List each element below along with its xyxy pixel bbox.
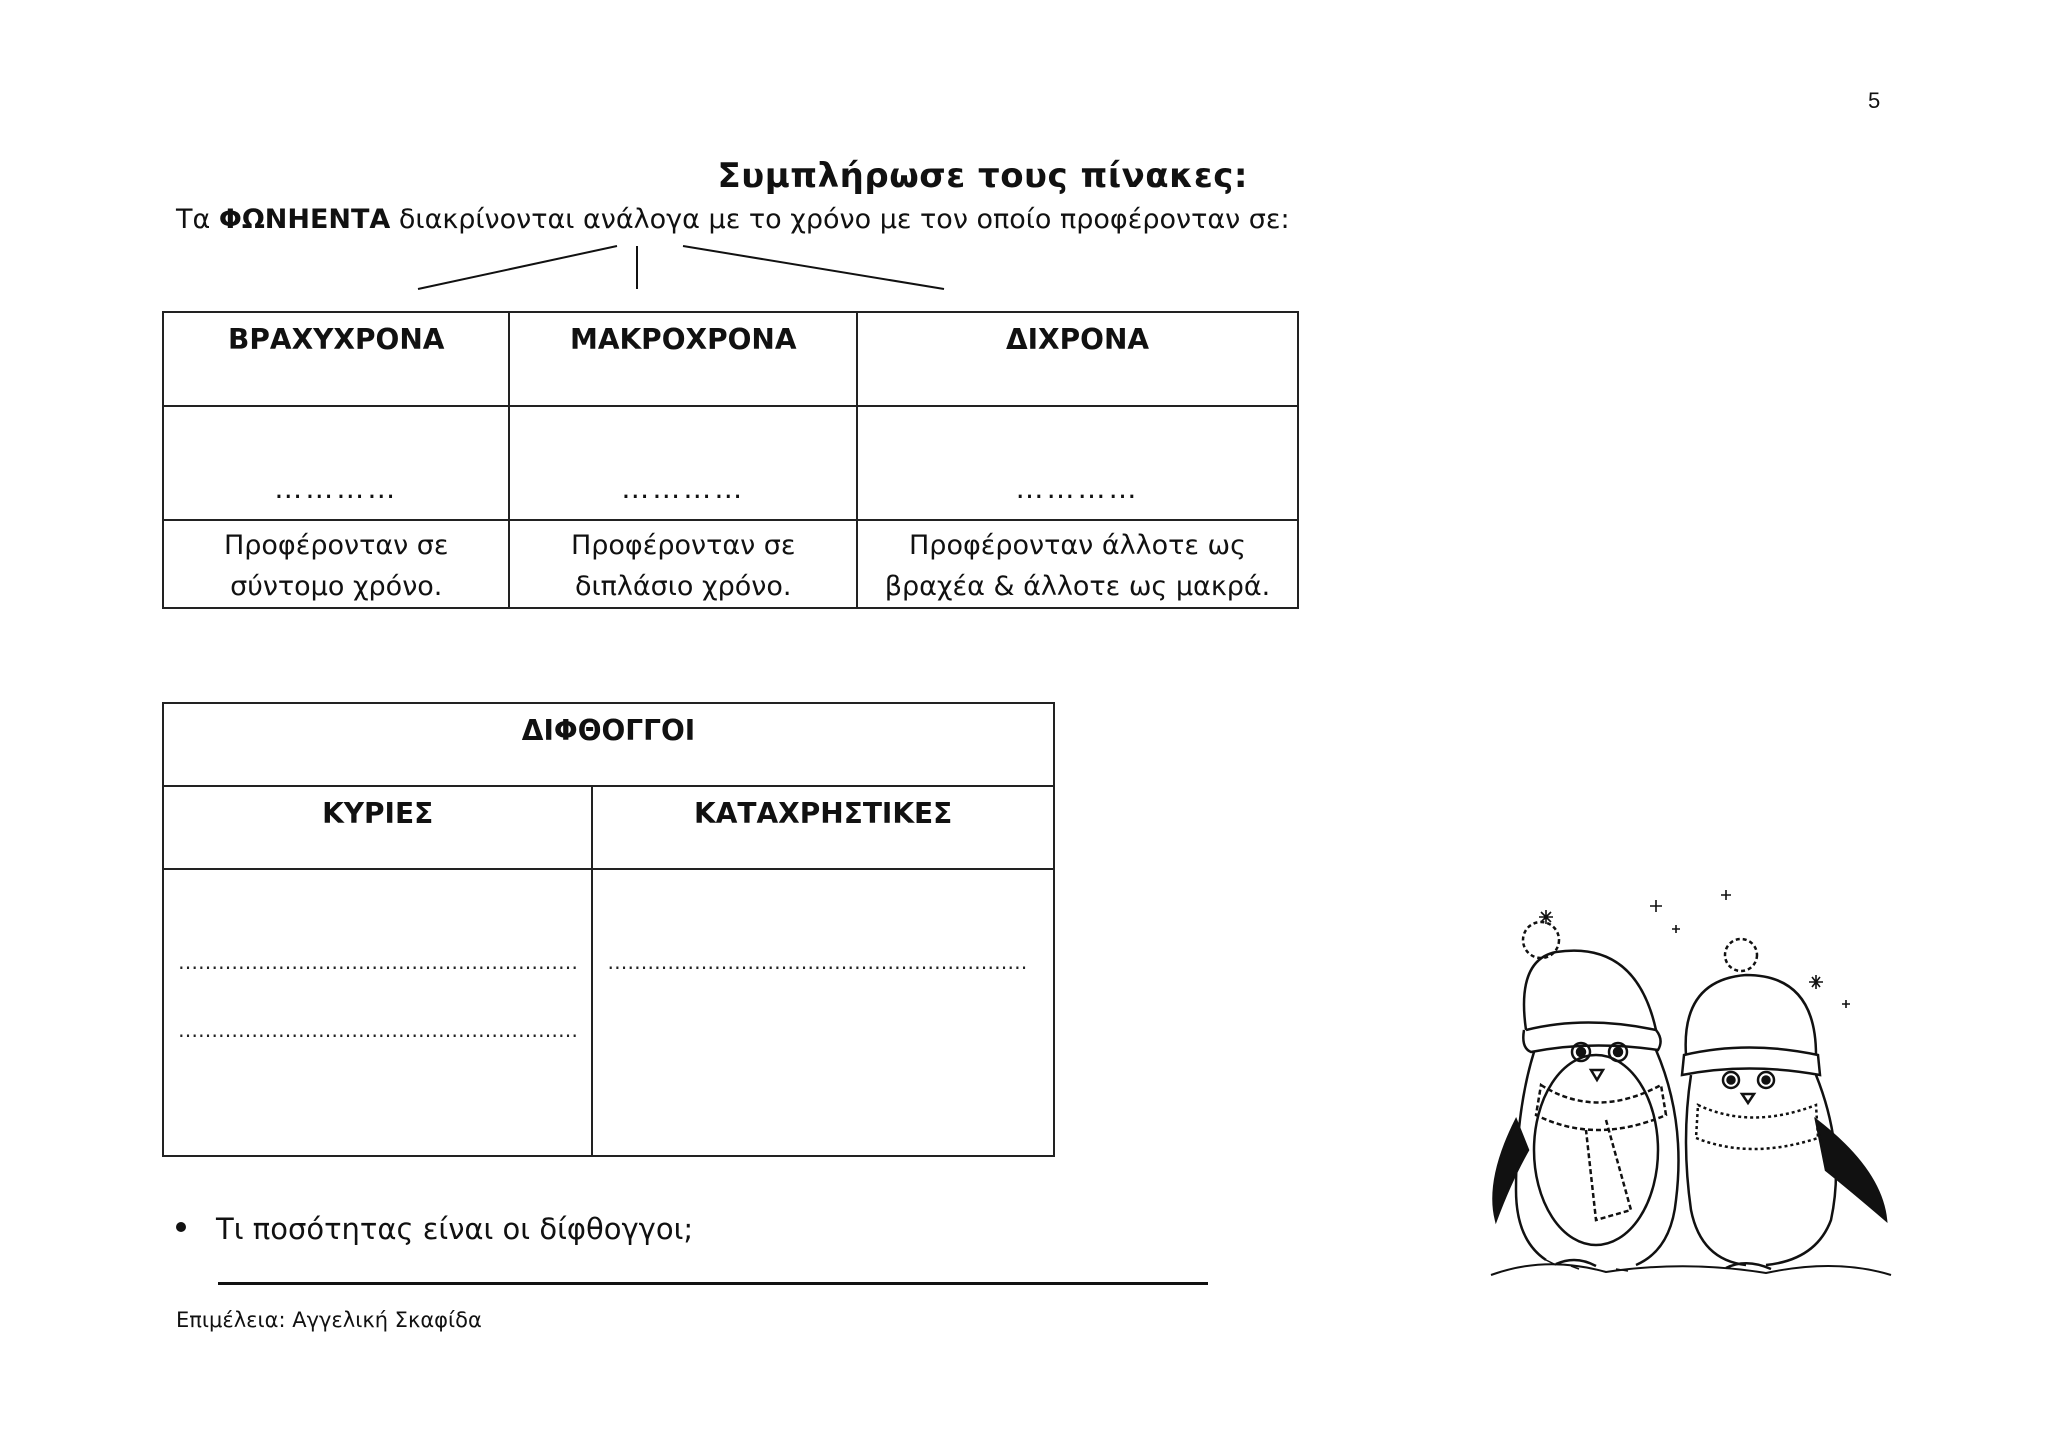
dotted-line-proper-2[interactable]: …………………………………………………… (178, 1018, 578, 1042)
blank-dual[interactable]: ………… (857, 406, 1298, 520)
dotted-line-proper-1[interactable]: …………………………………………………… (178, 950, 578, 974)
desc-long-line-1: Προφέρονταν σε (570, 530, 796, 561)
header-short: ΒΡΑΧΥΧΡΟΝΑ (163, 312, 509, 406)
desc-long-line-2: διπλάσιο χρόνο. (575, 571, 792, 602)
vowels-description-row (163, 520, 1298, 608)
desc-short-line-2: σύντομο χρόνο. (230, 571, 443, 602)
diphthongs-table (162, 702, 1055, 1157)
answer-line[interactable] (218, 1282, 1208, 1285)
diphthongs-header-row (163, 786, 1054, 869)
desc-dual-line-2: βραχέα & άλλοτε ως μακρά. (884, 571, 1271, 602)
credit-text: Επιμέλεια: Αγγελική Σκαφίδα (176, 1308, 482, 1332)
answer-cell-improper[interactable] (592, 869, 1054, 1156)
desc-long (509, 520, 857, 608)
vowels-blank-row (163, 406, 1298, 520)
desc-short (163, 520, 509, 608)
intro-suffix: διακρίνονται ανάλογα με το χρόνο με τον οποίο προφέρονταν σε: (390, 204, 1290, 235)
question-text: Τι ποσότητας είναι οι δίφθογγοι; (216, 1212, 694, 1246)
vowels-header-row (163, 312, 1298, 406)
intro-text (176, 204, 1290, 235)
desc-short-line-1: Προφέρονταν σε (223, 530, 449, 561)
sparkle-icon (1539, 890, 1850, 1008)
bullet-icon (176, 1222, 186, 1232)
diphthongs-answer-row (163, 869, 1054, 1156)
page-number: 5 (1868, 88, 1881, 113)
diphthongs-title-row (163, 703, 1054, 786)
branch-line-right (683, 246, 944, 289)
header-proper: ΚΥΡΙΕΣ (163, 786, 592, 869)
header-dual: ΔΙΧΡΟΝΑ (857, 312, 1298, 406)
desc-dual (857, 520, 1298, 608)
header-long: ΜΑΚΡΟΧΡΟΝΑ (509, 312, 857, 406)
desc-dual-line-1: Προφέρονταν άλλοτε ως (909, 530, 1246, 561)
vowels-table (162, 311, 1299, 609)
intro-prefix: Τα (176, 204, 219, 235)
blank-short[interactable]: ………… (163, 406, 509, 520)
penguins-illustration (1486, 880, 1896, 1300)
answer-cell-proper[interactable] (163, 869, 592, 1156)
intro-bold-word: ΦΩΝΗΕΝΤΑ (218, 204, 391, 235)
blank-long[interactable]: ………… (509, 406, 857, 520)
header-improper: ΚΑΤΑΧΡΗΣΤΙΚΕΣ (592, 786, 1054, 869)
dotted-line-improper-1[interactable]: ……………………………………………………… (607, 950, 1028, 974)
diphthongs-title: ΔΙΦΘΟΓΓΟΙ (163, 703, 1054, 786)
page-title: Συμπλήρωσε τους πίνακες: (717, 156, 1248, 196)
branch-line-left (418, 246, 617, 289)
question-item (176, 1212, 693, 1246)
